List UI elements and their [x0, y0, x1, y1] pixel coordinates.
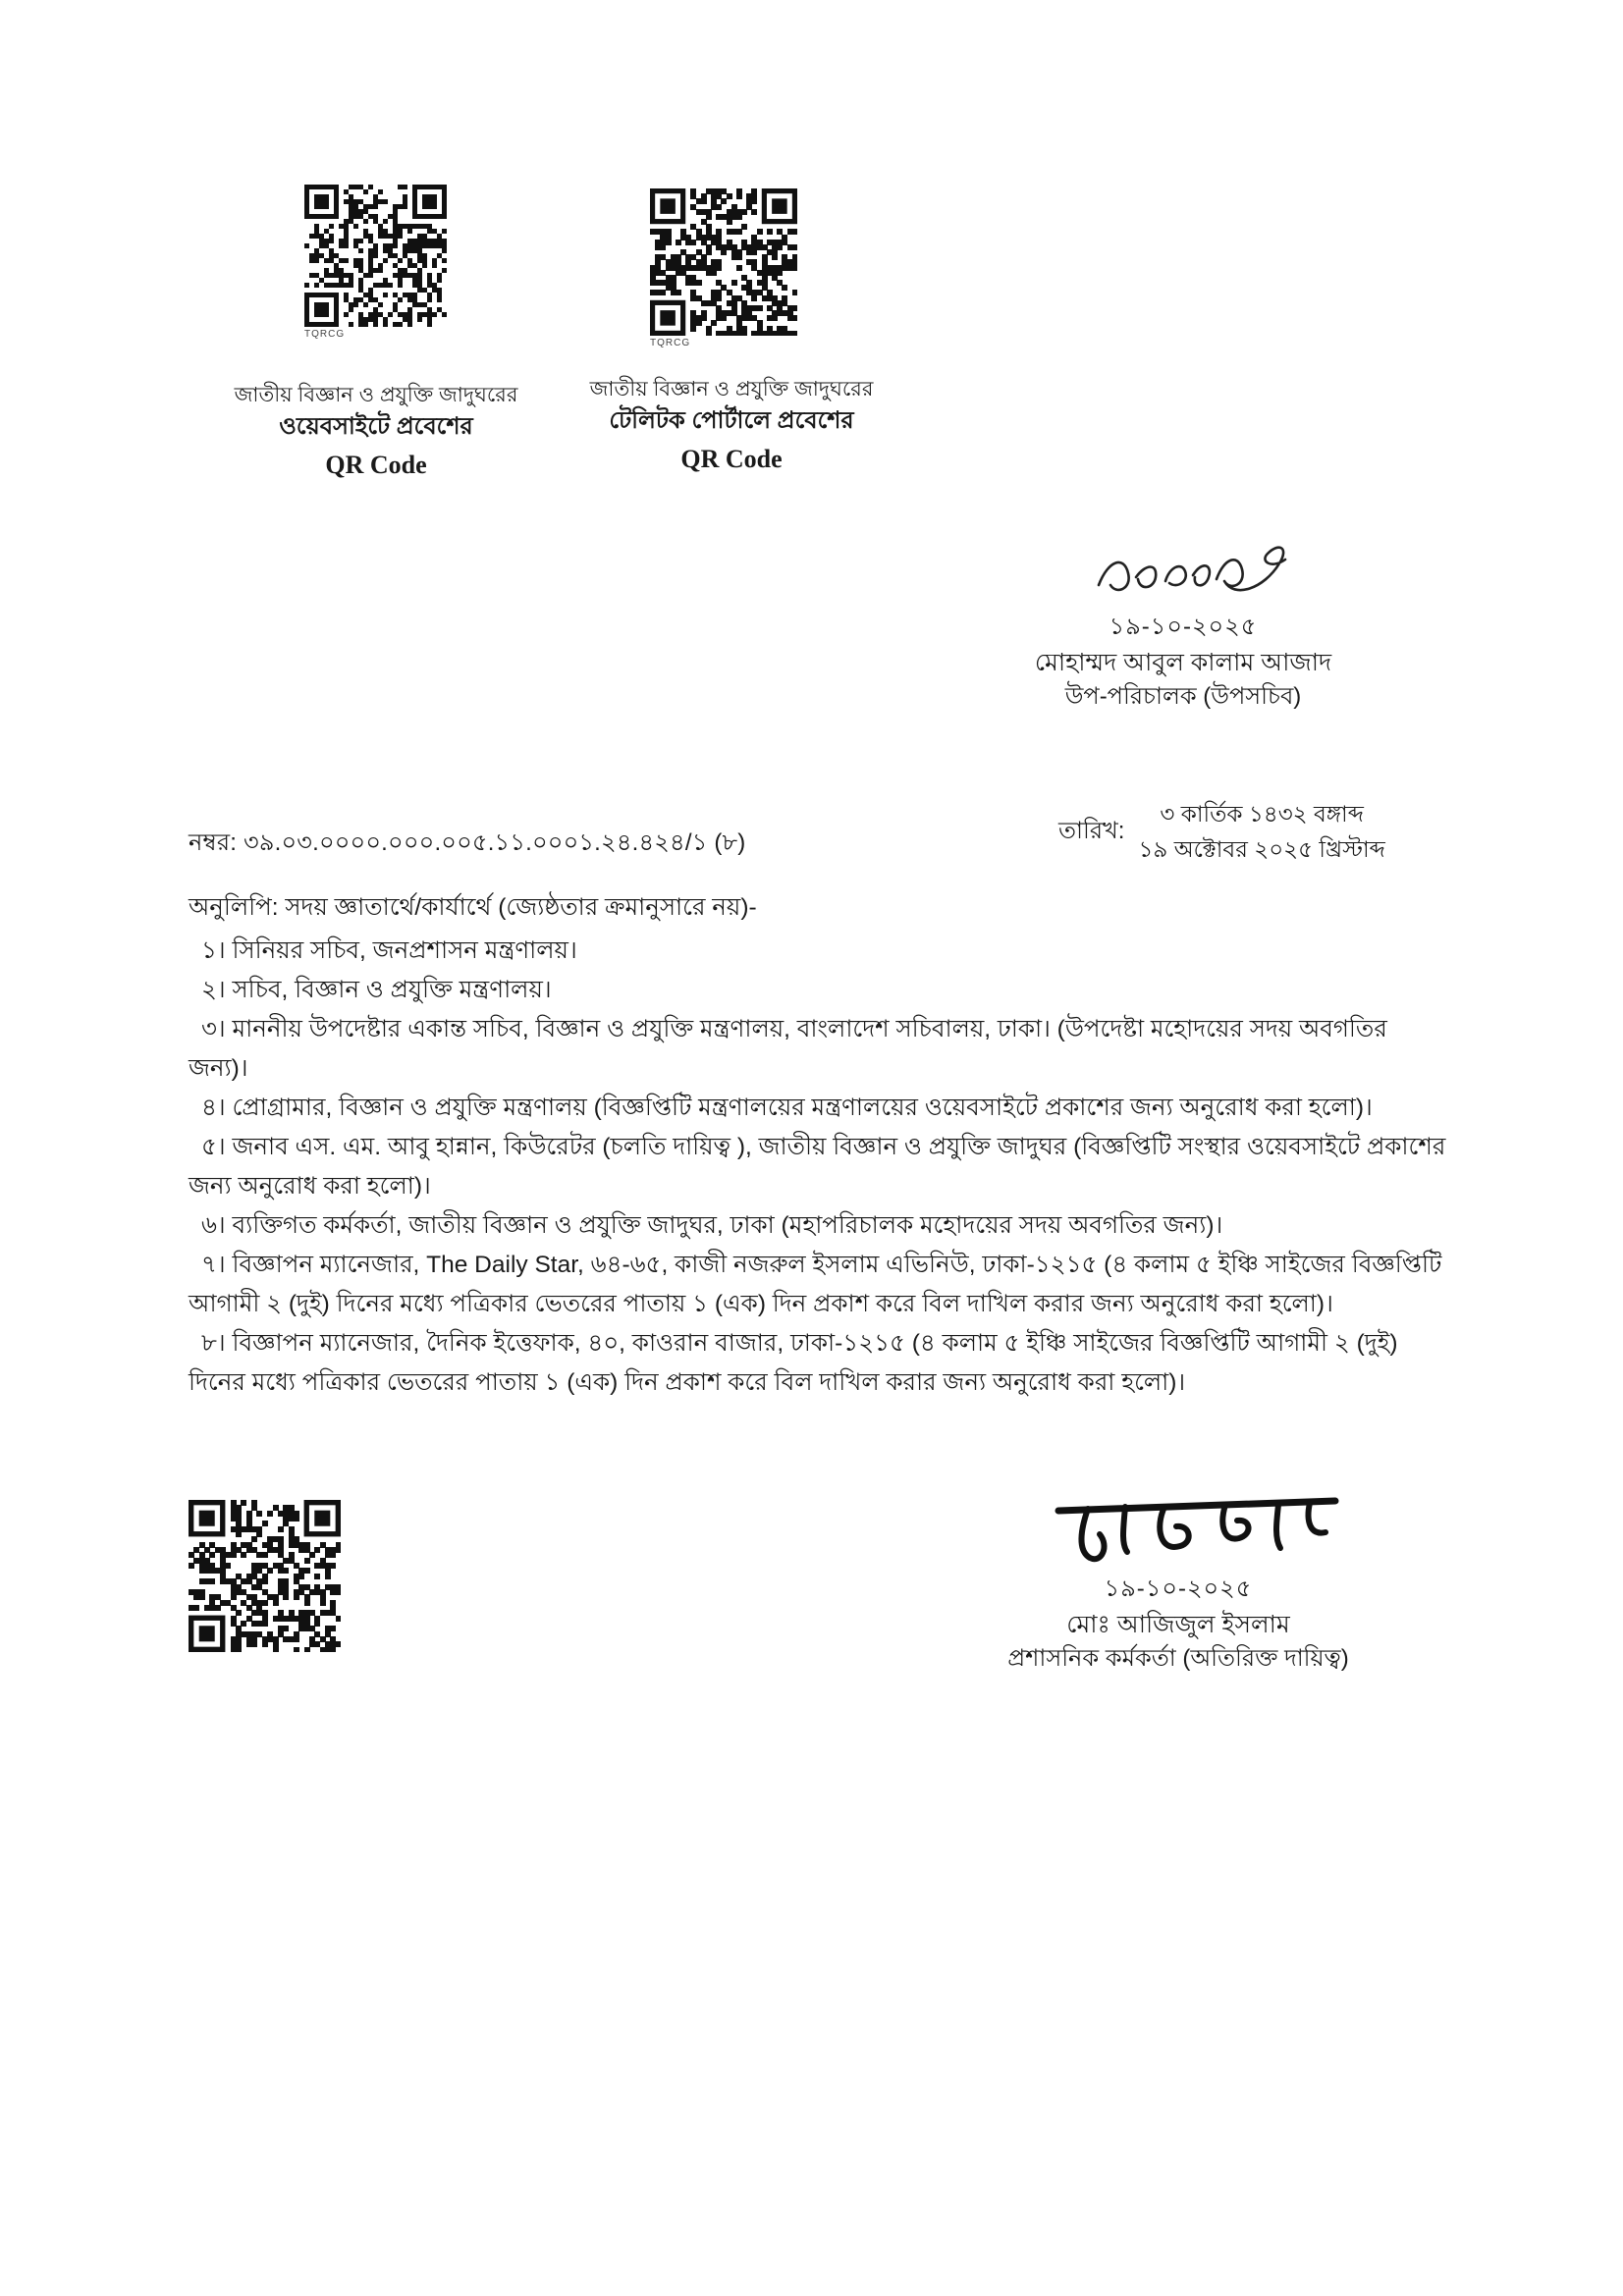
qr-code-teletalk-image [650, 188, 797, 336]
copy-item-5: ৫। জনাব এস. এম. আবু হান্নান, কিউরেটর (চলতি দায়িত্ব ), জাতীয় বিজ্ঞান ও প্রযুক্তি জাদুঘর (বিজ্ঞপ্তিটি সংস্থার ওয়েবসাইটে প্রকাশের জন্য অনুরোধ করা হলো)। [189, 1134, 1446, 1200]
memo-date-block [1058, 797, 1385, 867]
copy-item-2: ২। সচিব, বিজ্ঞান ও প্রযুক্তি মন্ত্রণালয়। [201, 977, 552, 1003]
signature-date: ১৯-১০-২০২৫ [1109, 614, 1258, 640]
signatory-bottom-block [967, 1573, 1389, 1677]
qr-watermark: TQRCG [304, 329, 346, 340]
qr-code-teletalk [650, 188, 797, 348]
signature-date: ১৯-১০-২০২৫ [1104, 1575, 1253, 1602]
signatory-designation: প্রশাসনিক কর্মকর্তা (অতিরিক্ত দায়িত্ব) [1007, 1645, 1349, 1673]
memo-date-bangla: ৩ কার্তিক ১৪৩২ বঙ্গাব্দ [1160, 801, 1364, 827]
qr-code-website-image [304, 185, 447, 327]
signatory-name: মোঃ আজিজুল ইসলাম [1066, 1610, 1290, 1638]
copy-heading: অনুলিপি: সদয় জ্ঞাতার্থে/কার্যার্থে (জ্যেষ্ঠতার ক্রমানুসারে নয়)- [189, 894, 757, 921]
qr-code-bottom [189, 1500, 341, 1652]
qr-caption-teletalk [574, 375, 889, 478]
signature-deputy-director [1085, 530, 1311, 614]
signature-admin-officer [1031, 1477, 1345, 1575]
qr-caption-line3: QR Code [325, 451, 427, 480]
memo-date-label: তারিখ: [1058, 817, 1125, 844]
qr-code-website [304, 185, 447, 340]
copy-section [189, 888, 1450, 1403]
qr-code-bottom-image [189, 1500, 341, 1652]
qr-watermark: TQRCG [650, 338, 691, 348]
copy-item-6: ৬। ব্যক্তিগত কর্মকর্তা, জাতীয় বিজ্ঞান ও প্রযুক্তি জাদুঘর, ঢাকা (মহাপরিচালক মহোদয়ের সদয় অবগতির জন্য)। [201, 1212, 1223, 1239]
qr-caption-line2: ওয়েবসাইটে প্রবেশের [279, 413, 473, 441]
qr-caption-website [234, 381, 518, 484]
copy-item-7: ৭। বিজ্ঞাপন ম্যানেজার, The Daily Star, ৬৪-৬৫, কাজী নজরুল ইসলাম এভিনিউ, ঢাকা-১২১৫ (৪ কলাম ৫ ইঞ্চি সাইজের বিজ্ঞপ্তিটি আগামী ২ (দুই) দিনের মধ্যে পত্রিকার ভেতরের পাতায় ১ (এক) দিন প্রকাশ করে বিল দাখিল করার জন্য অনুরোধ করা হলো)। [189, 1252, 1442, 1317]
copy-item-1: ১। সিনিয়র সচিব, জনপ্রশাসন মন্ত্রণালয়। [201, 937, 577, 964]
memo-number-label: নম্বর: [189, 829, 238, 856]
qr-caption-line1: জাতীয় বিজ্ঞান ও প্রযুক্তি জাদুঘরের [234, 384, 518, 406]
memo-number-value: ৩৯.০৩.০০০০.০০০.০০৫.১১.০০০১.২৪.৪২৪/১ (৮) [243, 829, 746, 856]
qr-caption-line2: টেলিটক পোর্টালে প্রবেশের [609, 407, 854, 435]
qr-caption-line1: জাতীয় বিজ্ঞান ও প্রযুক্তি জাদুঘরের [589, 378, 874, 400]
signatory-name: মোহাম্মদ আবুল কালাম আজাদ [1034, 648, 1332, 676]
copy-item-3: ৩। মাননীয় উপদেষ্টার একান্ত সচিব, বিজ্ঞান ও প্রযুক্তি মন্ত্রণালয়, বাংলাদেশ সচিবালয়, ঢাকা। (উপদেষ্টা মহোদয়ের সদয় অবগতির জন্য)। [189, 1016, 1387, 1082]
memo-date-gregorian: ১৯ অক্টোবর ২০২৫ খ্রিস্টাব্দ [1138, 835, 1385, 862]
signatory-top-block [987, 611, 1380, 715]
copy-item-4: ৪। প্রোগ্রামার, বিজ্ঞান ও প্রযুক্তি মন্ত্রণালয় (বিজ্ঞপ্তিটি মন্ত্রণালয়ের মন্ত্রণালয়ের ওয়েবসাইটে প্রকাশের জন্য অনুরোধ করা হলো)। [201, 1095, 1373, 1121]
copy-item-8: ৮। বিজ্ঞাপন ম্যানেজার, দৈনিক ইত্তেফাক, ৪০, কাওরান বাজার, ঢাকা-১২১৫ (৪ কলাম ৫ ইঞ্চি সাইজের বিজ্ঞপ্তিটি আগামী ২ (দুই) দিনের মধ্যে পত্রিকার ভেতরের পাতায় ১ (এক) দিন প্রকাশ করে বিল দাখিল করার জন্য অনুরোধ করা হলো)। [189, 1330, 1398, 1396]
signatory-designation: উপ-পরিচালক (উপসচিব) [1064, 683, 1302, 711]
qr-caption-line3: QR Code [680, 445, 783, 474]
memo-number-line [189, 825, 746, 864]
